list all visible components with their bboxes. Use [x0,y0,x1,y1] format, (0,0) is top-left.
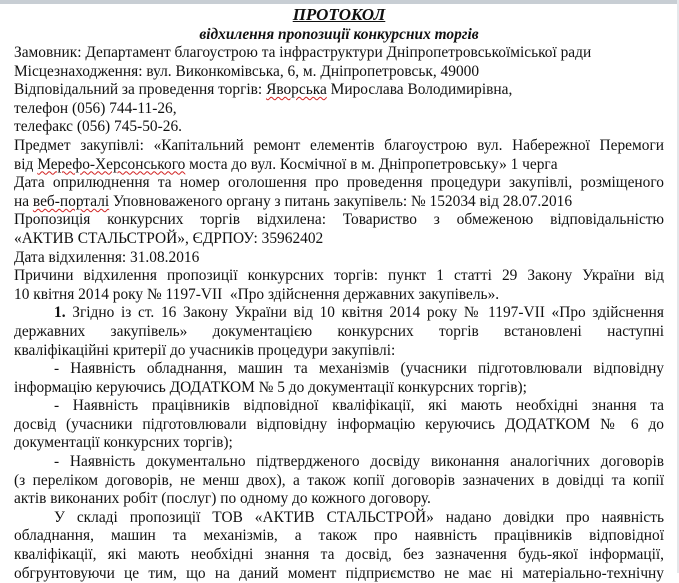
rejected-line-1: Пропозиція конкурсних торгів відхилена: Товариство з обмеженою відповідальністю [14,211,664,229]
publication-line-1: Дата оприлюднення та номер оголошення про проведення процедури закупівлі, розміщеного [14,174,664,192]
subject-spellcheck-word: Мерефо-Херсонського [37,155,186,173]
publication-text: на [14,192,33,210]
location-value: вул. Виконкомівська, 6, м. Дніпропетровськ, 49000 [146,62,480,80]
section1-number: 1. [54,304,66,322]
document-title: ПРОТОКОЛ [292,5,386,24]
publication-text-end: Уповноваженого органу з питань закупівель: № 152034 від 28.07.2016 [109,192,573,210]
responsible-line [14,81,664,100]
customer-value: Департамент благоустрою та інфраструктури Дніпропетровськоїміської ради [85,44,592,61]
subject-line-1: Предмет закупівлі: «Капітальний ремонт елементів благоустрою вул. Набережної Перемоги [14,136,664,154]
customer-label: Замовник: [14,44,82,61]
finding-line-4: обгрунтовуючи це тим, що на даний момент підприємство не має ні матеріально-технічну [14,564,664,582]
section1-line-3: кваліфікаційні критерії до учасників процедури закупівлі: [14,341,396,359]
fax-line: телефакс (056) 745-50-26. [14,118,182,136]
location-line [14,63,664,82]
section1-line-1 [14,304,664,323]
criterion2-line-2: досвід (учасники підготовлювали відповідну інформацію керуючись ДОДАТКОМ № 6 до [14,415,664,433]
responsible-label: Відповідальний за проведення торгів: [14,81,263,99]
publication-spellcheck-word: веб-порталі [32,192,110,210]
criterion1-line-2: інформацію керуючись ДОДАТКОМ № 5 до документації конкурсних торгів); [14,378,527,396]
finding-line-1: У складі пропозиції ТОВ «АКТИВ СТАЛЬСТРОЙ» надано довідки про наявність [54,508,664,526]
rejection-date: Дата відхилення: 31.08.2016 [14,248,200,266]
criterion3-line-1: - Наявність документально підтвердженого досвіду виконання аналогічних договорів [54,453,664,471]
location-label: Місцезнаходження: [14,62,143,80]
section1-line-2: державних закупівель» документацією конкурсних торгів встановлені наступні [14,322,664,340]
phone-line: телефон (056) 744-11-26, [14,99,177,117]
subject-line-2 [14,156,664,175]
reasons-line-1: Причини відхилення пропозиції конкурсних торгів: пункт 1 статті 29 Закону України від [14,267,664,285]
finding-line-3: кваліфікації, які мають необхідні знання та досвід, без зазначення будь-якої інформації, [14,546,664,564]
reasons-line-2: 10 квітня 2014 року № 1197-VII «Про здійснення державних закупівель». [14,285,500,303]
publication-line-2 [14,193,664,212]
document-page [14,4,664,583]
responsible-surname: Яворська [266,81,327,99]
criterion2-line-3: документації конкурсних торгів); [14,434,233,452]
finding-line-2: обладнання, машин та механізмів, а також про наявність працівників відповідної [14,527,664,545]
rejected-line-2: «АКТИВ СТАЛЬСТРОЙ», ЄДРПОУ: 35962402 [14,229,324,247]
criterion1-line-1: - Наявність обладнання, машин та механізмів (учасники підготовлювали відповідну [54,360,664,378]
subject-text: від [14,155,38,173]
criterion2-line-1: - Наявність працівників відповідної кваліфікації, які мають необхідні знання та [54,397,664,415]
customer-line [14,44,664,63]
document-subtitle: відхилення пропозиції конкурсних торгів [199,26,479,43]
criterion3-line-3: актів виконаних робіт (послуг) по одному до кожного договору. [14,490,431,508]
criterion3-line-2: (з переліком договорів, не менш двох), а також копії договорів зазначених в довідці та копії [14,471,664,489]
responsible-name: Мирослава Володимирівна, [330,81,513,99]
section1-text: Згідно із ст. 16 Закону України від 10 квітня 2014 року № 1197-VII «Про здійснення [65,304,664,322]
subject-text-end: моста до вул. Космічної в м. Дніпропетровську» 1 черга [185,155,558,173]
